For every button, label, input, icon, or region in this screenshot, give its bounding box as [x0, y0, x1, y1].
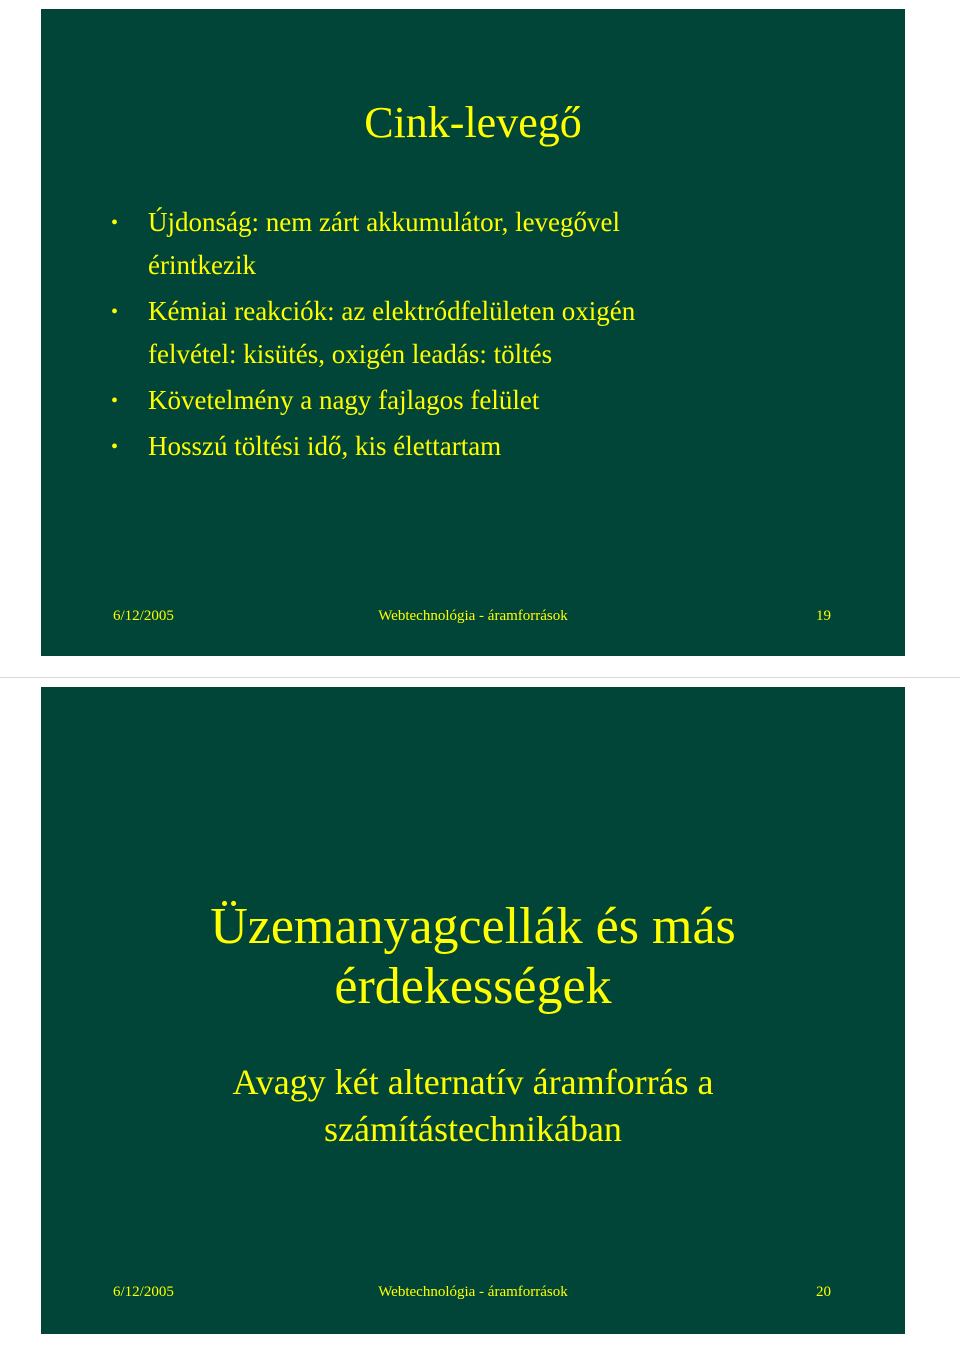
page-number: 20 [816, 1284, 831, 1300]
slide-20 [41, 687, 905, 1334]
bullet-text-line: Követelmény a nagy fajlagos felület [148, 385, 540, 415]
bullet-text-line: Kémiai reakciók: az elektródfelületen oxigén [148, 296, 636, 326]
bullet-item [111, 379, 851, 422]
section-heading [41, 897, 905, 1017]
bullet-icon: • [111, 301, 119, 323]
bullet-list [111, 201, 851, 471]
bullet-text-line: felvétel: kisütés, oxigén leadás: töltés [148, 339, 553, 369]
slide-19 [41, 9, 905, 656]
bullet-item [111, 425, 851, 468]
heading-line: Üzemanyagcellák és más [210, 898, 736, 955]
footer-date: 6/12/2005 [113, 1284, 174, 1300]
bullet-item [111, 201, 851, 287]
bullet-icon: • [111, 436, 119, 458]
footer-title: Webtechnológia - áramforrások [378, 1284, 568, 1300]
bullet-item [111, 290, 851, 376]
page-divider [0, 677, 960, 678]
bullet-text-line: érintkezik [148, 250, 256, 280]
slide-footer [41, 1282, 905, 1302]
bullet-icon: • [111, 390, 119, 412]
page-number: 19 [816, 608, 831, 624]
bullet-text-line: Hosszú töltési idő, kis élettartam [148, 431, 502, 461]
footer-date: 6/12/2005 [113, 608, 174, 624]
bullet-icon: • [111, 212, 119, 234]
heading-line: érdekességek [334, 958, 612, 1015]
footer-title: Webtechnológia - áramforrások [378, 608, 568, 624]
section-subtitle [41, 1059, 905, 1153]
slide-footer [41, 606, 905, 626]
slide-title: Cink-levegő [364, 98, 582, 147]
subtitle-line: Avagy két alternatív áramforrás a [232, 1062, 714, 1102]
bullet-text-line: Újdonság: nem zárt akkumulátor, levegővel [148, 207, 621, 237]
subtitle-line: számítástechnikában [324, 1109, 622, 1149]
